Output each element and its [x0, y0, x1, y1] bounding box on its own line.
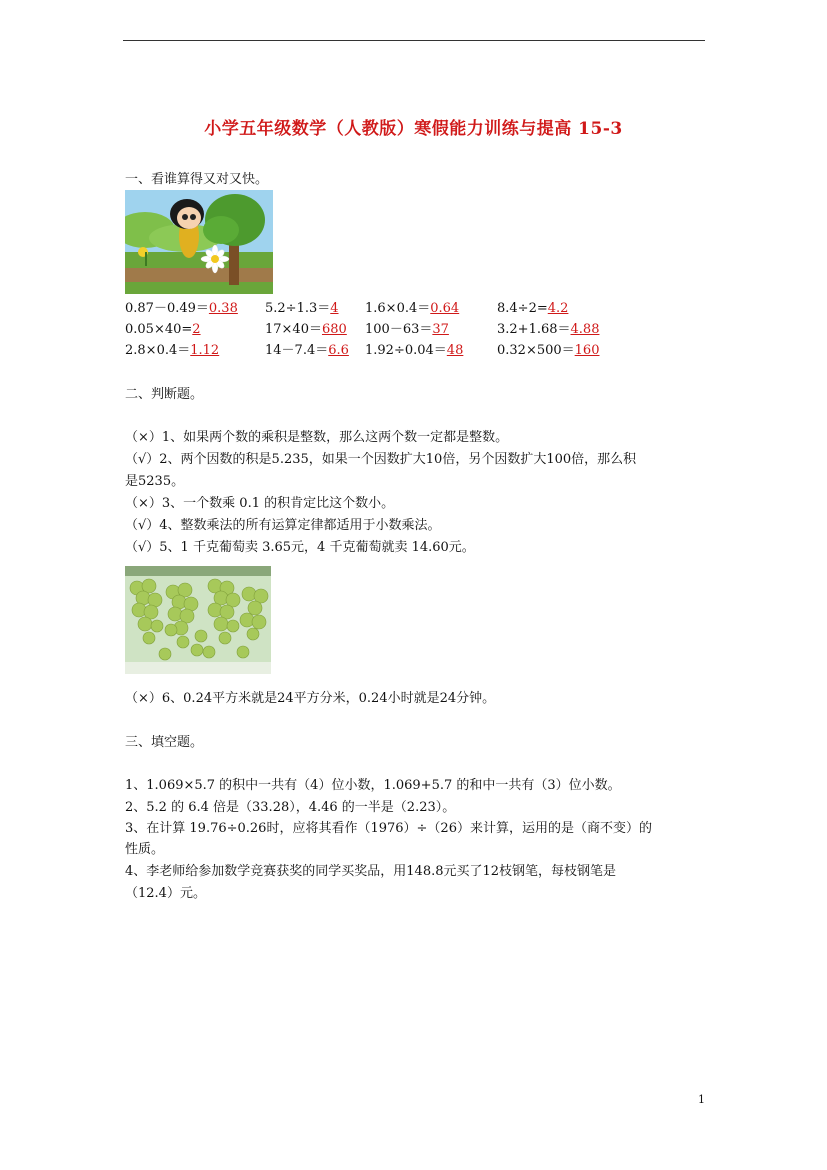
answer: 4 — [330, 301, 339, 316]
calc-item: 14－7.4＝6.6 — [265, 343, 349, 358]
answer: 6.6 — [328, 343, 349, 358]
answer: 680 — [321, 322, 347, 337]
calc-item: 2.8×0.4＝1.12 — [125, 343, 220, 358]
fill-blank-item: 2、5.2 的 6.4 倍是（33.28），4.46 的一半是（2.23）。 — [125, 800, 456, 815]
answer: 4.88 — [570, 322, 600, 337]
header-rule — [123, 40, 705, 41]
answer: 1.12 — [190, 343, 220, 358]
calc-item: 5.2÷1.3＝4 — [265, 301, 339, 316]
calc-item: 1.6×0.4＝0.64 — [365, 301, 460, 316]
answer: 48 — [446, 343, 464, 358]
judgement-item: （√）4、整数乘法的所有运算定律都适用于小数乘法。 — [125, 518, 441, 533]
fill-blank-item: 3、在计算 19.76÷0.26时，应将其看作（1976）÷（26）来计算，运用的是（商不变）的 — [125, 821, 652, 836]
answer: 2 — [192, 322, 201, 337]
calc-item: 17×40＝680 — [265, 322, 347, 337]
calc-item: 0.05×40=2 — [125, 322, 201, 337]
grapes-photo — [125, 566, 271, 674]
cartoon-illustration — [125, 190, 273, 294]
answer: 0.38 — [208, 301, 238, 316]
judgement-item: （√）5、1 千克葡萄卖 3.65元，4 千克葡萄就卖 14.60元。 — [125, 540, 475, 555]
calc-item: 1.92÷0.04＝48 — [365, 343, 464, 358]
answer: 4.2 — [547, 301, 569, 316]
calc-item: 0.87－0.49＝0.38 — [125, 301, 238, 316]
calc-item: 8.4÷2=4.2 — [497, 301, 569, 316]
calc-item: 0.32×500＝160 — [497, 343, 600, 358]
judgement-item: （×）1、如果两个数的乘积是整数，那么这两个数一定都是整数。 — [125, 430, 509, 445]
fill-blank-item-continued: （12.4）元。 — [125, 886, 206, 901]
section1-heading: 一、看谁算得又对又快。 — [125, 172, 269, 187]
judgement-item-continued: 是5235。 — [125, 474, 185, 489]
judgement-item: （√）2、两个因数的积是5.235，如果一个因数扩大10倍，另个因数扩大100倍，那么积 — [125, 452, 637, 467]
section2-heading: 二、判断题。 — [125, 387, 204, 402]
page-number: 1 — [698, 1093, 705, 1106]
answer: 37 — [432, 322, 449, 337]
answer: 160 — [574, 343, 600, 358]
calc-item: 100－63＝37 — [365, 322, 449, 337]
fill-blank-item-continued: 性质。 — [125, 842, 165, 857]
answer: 0.64 — [430, 301, 460, 316]
fill-blank-item: 1、1.069×5.7 的积中一共有（4）位小数，1.069+5.7 的和中一共有（3）位小数。 — [125, 778, 621, 793]
calc-item: 3.2+1.68＝4.88 — [497, 322, 600, 337]
section3-heading: 三、填空题。 — [125, 735, 204, 750]
judgement-item: （×）3、一个数乘 0.1 的积肯定比这个数小。 — [125, 496, 395, 511]
page-title: 小学五年级数学（人教版）寒假能力训练与提高 15-3 — [204, 119, 623, 139]
fill-blank-item: 4、李老师给参加数学竞赛获奖的同学买奖品，用148.8元买了12枝钢笔，每枝钢笔是 — [125, 864, 617, 879]
judgement-item: （×）6、0.24平方米就是24平方分米，0.24小时就是24分钟。 — [125, 691, 496, 706]
